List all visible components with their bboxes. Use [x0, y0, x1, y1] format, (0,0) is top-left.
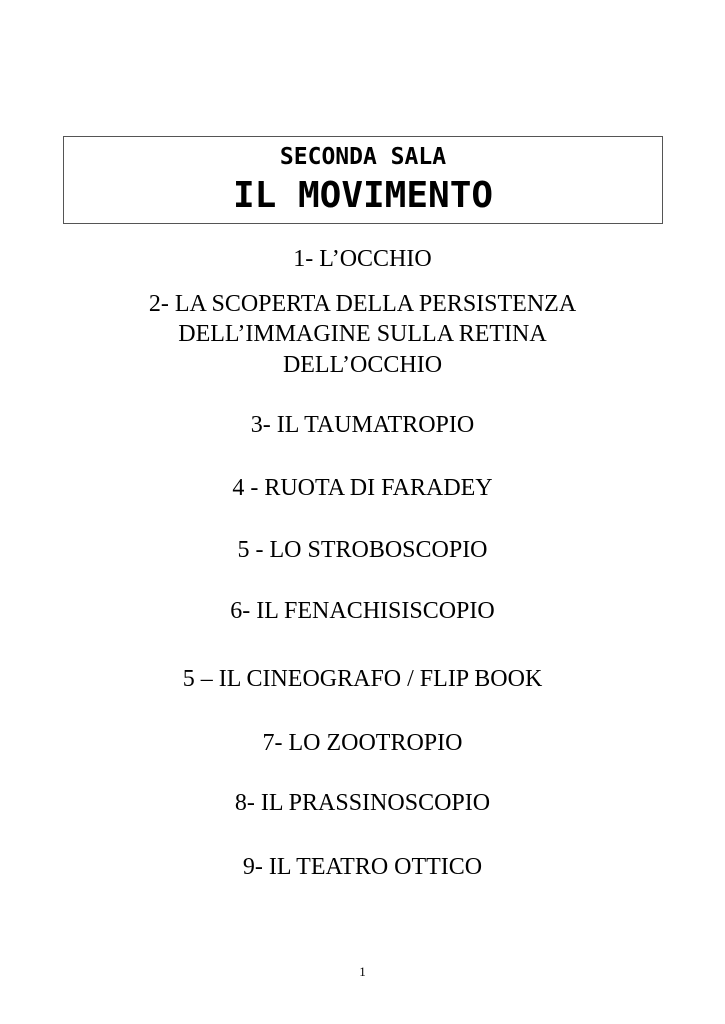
list-item: 2- LA SCOPERTA DELLA PERSISTENZA	[148, 291, 577, 317]
list-item: 6- IL FENACHISISCOPIO	[230, 598, 495, 624]
page-number: 1	[359, 964, 366, 979]
list-item: 9- IL TEATRO OTTICO	[242, 854, 483, 880]
list-item: 1- L’OCCHIO	[293, 246, 432, 272]
list-item: 7- LO ZOOTROPIO	[262, 730, 463, 756]
list-item: 5 - LO STROBOSCOPIO	[237, 537, 488, 563]
list-item: 4 - RUOTA DI FARADEY	[232, 475, 493, 501]
title-box	[63, 136, 663, 224]
section-subtitle: SECONDA SALA	[279, 144, 447, 170]
list-item-continuation: DELL’IMMAGINE SULLA RETINA	[178, 321, 547, 347]
list-item: 3- IL TAUMATROPIO	[250, 412, 475, 438]
list-item-continuation: DELL’OCCHIO	[282, 352, 443, 378]
page-title: IL MOVIMENTO	[232, 175, 494, 216]
list-item: 5 – IL CINEOGRAFO / FLIP BOOK	[182, 666, 543, 692]
list-item: 8- IL PRASSINOSCOPIO	[234, 790, 491, 816]
